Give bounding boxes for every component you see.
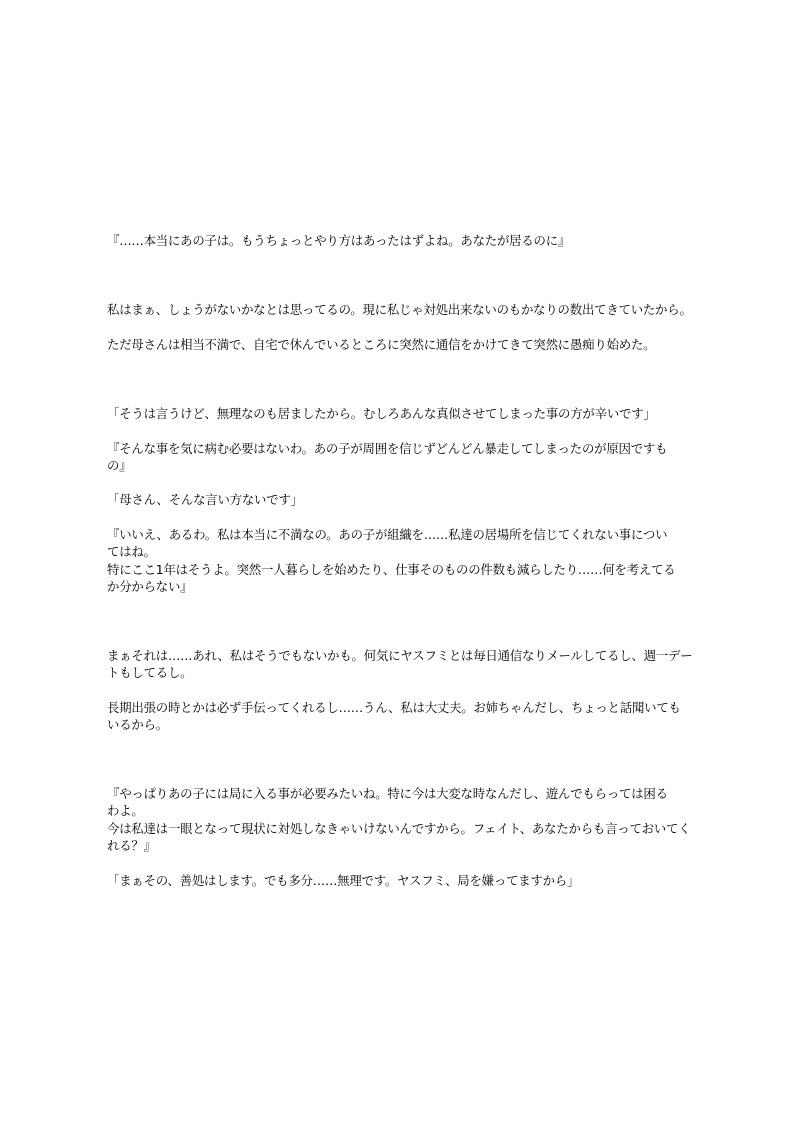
text-line: わよ。: [107, 803, 144, 818]
text-line: 『そんな事を気に病む必要はないわ。あの子が周囲を信じずどんどん暴走してしまったのが原因ですも: [107, 441, 668, 456]
text-line: 「そうは言うけど、無理なのも居ましたから。むしろあんな真似させてしまった事の方が辛いです」: [107, 406, 656, 421]
text-line: の』: [107, 458, 132, 473]
text-line: ただ母さんは相当不満で、自宅で休んでいるところに突然に通信をかけてきて突然に愚痴り始めた。: [107, 337, 656, 352]
text-line: 『やっぱりあの子には局に入る事が必要みたいね。特に今は大変な時なんだし、遊んでもらっては困る: [107, 786, 668, 801]
text-line: 私はまぁ、しょうがないかなとは思ってるの。現に私じゃ対処出来ないのもかなりの数出てきていたから。: [107, 302, 692, 317]
text-line: れる？』: [107, 838, 156, 853]
text-line: か分からない』: [107, 579, 193, 594]
text-line: 長期出張の時とかは必ず手伝ってくれるし……うん、私は大丈夫。お姉ちゃんだし、ちょっと話聞いても: [107, 700, 681, 715]
text-line: 特にここ1年はそうよ。突然一人暮らしを始めたり、仕事そのものの件数も減らしたり……何を考えてる: [107, 562, 676, 577]
text-line: 「まぁその、善処はします。でも多分……無理です。ヤスフミ、局を嫌ってますから」: [107, 873, 580, 888]
text-line: 『いいえ、あるわ。私は本当に不満なの。あの子が組織を……私達の居場所を信じてくれない事につい: [107, 527, 668, 542]
text-line: 「母さん、そんな言い方ないです」: [107, 492, 303, 507]
text-line: いるから。: [107, 717, 168, 732]
text-line: 今は私達は一眼となって現状に対処しなきゃいけないんですから。フェイト、あなたからも言っておいてく: [107, 821, 691, 836]
text-line: 『……本当にあの子は。もうちょっとやり方はあったはずよね。あなたが居るのに』: [107, 233, 571, 248]
text-line: てはね。: [107, 544, 156, 559]
text-line: まぁそれは……あれ、私はそうでもないかも。何気にヤスフミとは毎日通信なりメールしてるし、週一デー: [107, 648, 693, 663]
text-line: トもしてるし。: [107, 665, 193, 680]
